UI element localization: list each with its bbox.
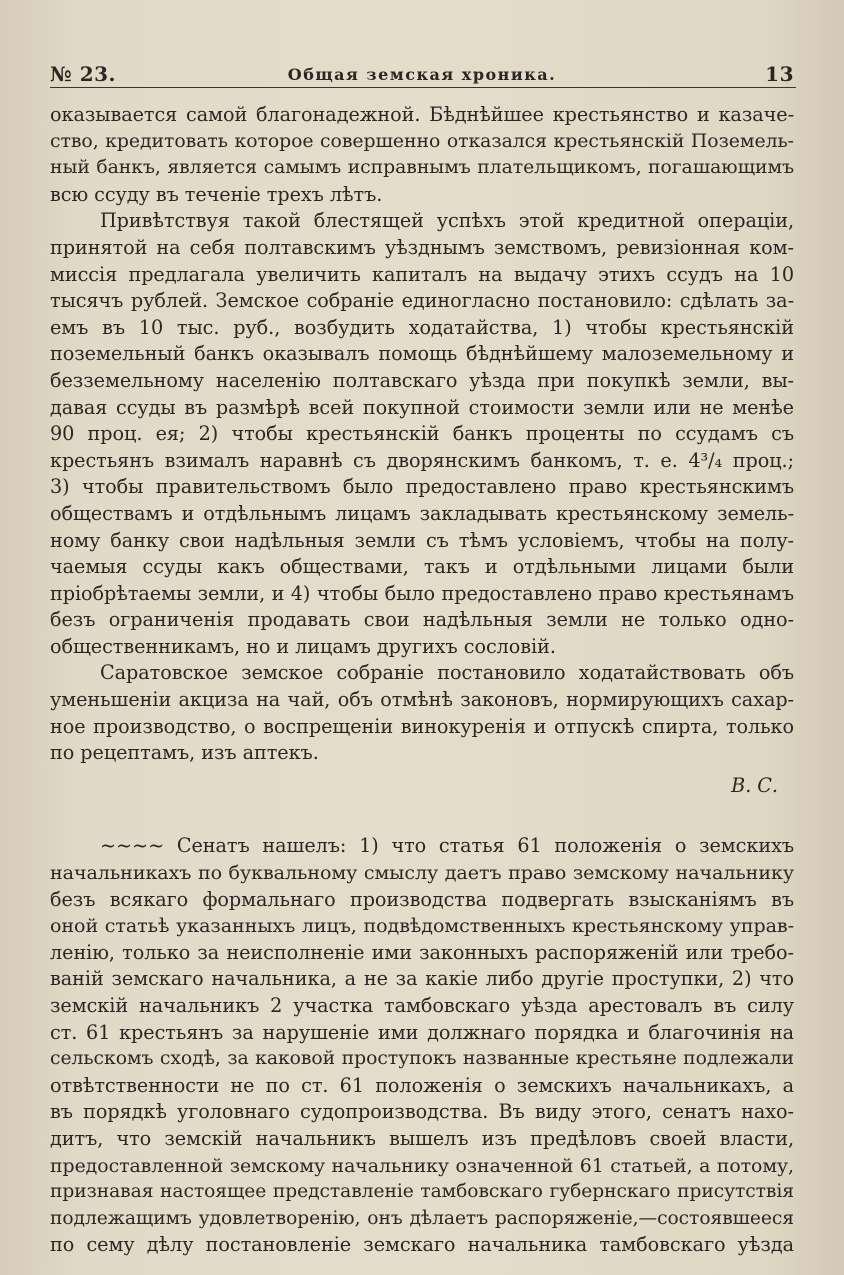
text-line: безъ всякаго формальнаго производства подвергать взысканіямъ въ: [50, 887, 794, 911]
text-line: 90 проц. ея; 2) чтобы крестьянскій банкъ проценты по ссудамъ съ: [50, 422, 794, 446]
text-line: Саратовское земское собраніе постановило ходатайствовать объ: [100, 661, 794, 685]
text-line: признавая настоящее представленіе тамбовскаго губернскаго присутствія: [50, 1181, 794, 1203]
paragraph-3: [50, 660, 794, 766]
text-line: безземельному населенію полтавскаго уѣзда при покупкѣ земли, вы-: [50, 368, 794, 392]
text-line: дитъ, что земскій начальникъ вышелъ изъ предѣловъ своей власти,: [50, 1126, 794, 1150]
text-line: поземельный банкъ оказывалъ помощь бѣднѣйшему малоземельному и: [50, 342, 794, 366]
page-header: [50, 56, 794, 86]
text-line: по сему дѣлу постановленіе земскаго начальника тамбовскаго уѣзда: [50, 1233, 794, 1257]
text-line: уменьшеніи акциза на чай, объ отмѣнѣ законовъ, нормирующихъ сахар-: [50, 688, 794, 712]
text-line: Привѣтствуя такой блестящей успѣхъ этой кредитной операціи,: [100, 209, 794, 233]
header-rule: [50, 87, 796, 88]
paragraph-1: [50, 102, 794, 208]
text-line: чаемыя ссуды какъ обществами, такъ и отдѣльными лицами были: [50, 555, 794, 579]
issue-number: № 23.: [50, 62, 116, 86]
running-title: Общая земская хроника.: [287, 65, 557, 84]
text-line: ленію, только за неисполненіе ими законныхъ распоряженій или требо-: [50, 940, 794, 964]
text-line: 3) чтобы правительствомъ было предоставлено право крестьянскимъ: [50, 475, 794, 499]
text-line: тысячъ рублей. Земское собраніе единогласно постановило: сдѣлать за-: [50, 289, 794, 313]
paragraph-4: [50, 833, 794, 1259]
text-line: общественникамъ, но и лицамъ другихъ сословій.: [50, 634, 556, 658]
article-body: [50, 102, 794, 1259]
text-line: оной статьѣ указанныхъ лицъ, подвѣдомственныхъ крестьянскому управ-: [50, 915, 794, 938]
text-line: сельскомъ сходѣ, за каковой проступокъ названные крестьяне подлежали: [50, 1048, 794, 1070]
text-line: обществамъ и отдѣльнымъ лицамъ закладывать крестьянскому земель-: [50, 501, 794, 525]
text-line: отвѣтственности не по ст. 61 положенія о земскихъ начальникахъ, а: [50, 1073, 794, 1097]
text-line: всю ссуду въ теченіе трехъ лѣтъ.: [50, 182, 383, 206]
section-gap: [50, 799, 794, 833]
text-line: безъ ограниченія продавать свои надѣльныя земли не только одно-: [50, 608, 794, 632]
text-line: ному банку свои надѣльныя земли съ тѣмъ условіемъ, чтобы на полу-: [50, 528, 794, 552]
text-line: пріобрѣтаемы земли, и 4) чтобы было предоставлено право крестьянамъ: [50, 581, 794, 605]
text-line: земскій начальникъ 2 участка тамбовскаго уѣзда арестовалъ въ силу: [50, 994, 794, 1017]
text-line: емъ въ 10 тыс. руб., возбудить ходатайства, 1) чтобы крестьянскій: [50, 315, 794, 339]
text-line: миссія предлагала увеличить капиталъ на выдачу этихъ ссудъ на 10: [50, 262, 794, 286]
text-line: по рецептамъ, изъ аптекъ.: [50, 741, 319, 765]
text-line: начальникахъ по буквальному смыслу даетъ право земскому начальнику: [50, 862, 794, 885]
text-line: подлежащимъ удовлетворенію, онъ дѣлаетъ распоряженіе,—состоявшееся: [50, 1207, 794, 1229]
text-line: въ порядкѣ уголовнаго судопроизводства. Въ виду этого, сенатъ нахо-: [50, 1100, 794, 1124]
author-signature: В. С.: [731, 773, 778, 797]
text-line: ное производство, о воспрещеніи винокуренія и отпускѣ спирта, только: [50, 714, 794, 738]
text-line: ваній земскаго начальника, а не за какіе либо другіе проступки, 2) что: [50, 967, 794, 991]
text-line: ~~~~ Сенатъ нашелъ: 1) что статья 61 положенія о земскихъ: [100, 834, 794, 858]
text-line: предоставленной земскому начальнику означенной 61 статьей, а потому,: [50, 1154, 794, 1177]
text-line: ный банкъ, является самымъ исправнымъ плательщикомъ, погашающимъ: [50, 157, 794, 179]
text-line: ст. 61 крестьянъ за нарушеніе ими должнаго порядка и благочинія на: [50, 1020, 794, 1044]
text-line: давая ссуды въ размѣрѣ всей покупной стоимости земли или не менѣе: [50, 395, 794, 419]
text-line: оказывается самой благонадежной. Бѣднѣйшее крестьянство и казаче-: [50, 103, 794, 126]
text-line: крестьянъ взималъ наравнѣ съ дворянскимъ банкомъ, т. е. 4³/₄ проц.;: [50, 448, 794, 472]
text-line: принятой на себя полтавскимъ уѣзднымъ земствомъ, ревизіонная ком-: [50, 235, 794, 259]
paragraph-2: [50, 208, 794, 660]
page-number: 13: [765, 62, 794, 86]
text-line: ство, кредитовать которое совершенно отказался крестьянскій Поземель-: [50, 130, 794, 152]
